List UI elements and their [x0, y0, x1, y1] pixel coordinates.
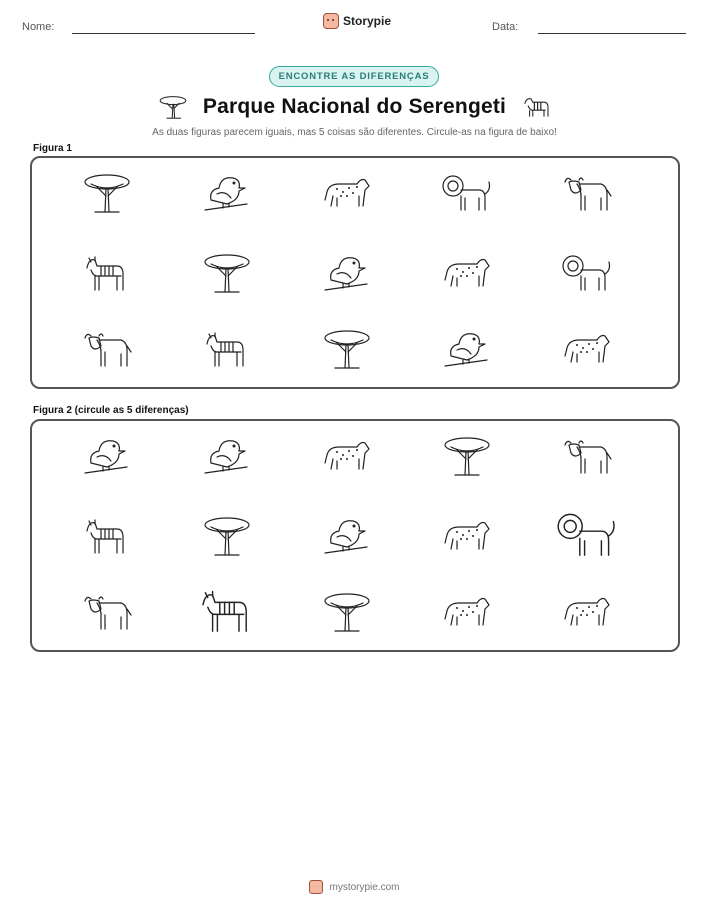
wildebeest-icon — [557, 166, 617, 222]
hyena-icon[interactable] — [317, 429, 377, 485]
lion-icon — [557, 246, 617, 302]
figure2-label: Figura 2 (circule as 5 diferenças) — [33, 405, 189, 416]
title-row — [0, 92, 709, 122]
zebra-icon — [520, 92, 552, 122]
acacia-tree-icon — [157, 92, 189, 122]
figure1-grid — [32, 158, 678, 387]
figure1-label: Figura 1 — [33, 143, 72, 154]
hyena-icon[interactable] — [437, 585, 497, 641]
hyena-icon[interactable] — [437, 509, 497, 565]
wildebeest-icon — [77, 322, 137, 378]
figure1-panel — [30, 156, 680, 389]
name-label: Nome: — [22, 21, 55, 33]
figure2-grid[interactable] — [32, 421, 678, 650]
bird-icon[interactable] — [77, 429, 137, 485]
lion-icon — [437, 166, 497, 222]
brand-name: Storypie — [343, 14, 392, 28]
bird-icon[interactable] — [197, 429, 257, 485]
hyena-icon — [317, 166, 377, 222]
wildebeest-icon[interactable] — [557, 429, 617, 485]
name-line[interactable] — [72, 33, 255, 34]
footer — [0, 880, 709, 894]
tree-icon[interactable] — [197, 509, 257, 565]
storypie-mascot-icon — [309, 880, 323, 894]
activity-badge: ENCONTRE AS DIFERENÇAS — [269, 66, 439, 87]
page-title: Parque Nacional do Serengeti — [202, 95, 507, 118]
tree-icon[interactable] — [317, 585, 377, 641]
tree-icon — [197, 246, 257, 302]
hyena-icon — [557, 322, 617, 378]
storypie-mascot-icon — [323, 13, 339, 29]
date-label: Data: — [492, 21, 519, 33]
worksheet-header — [0, 0, 709, 50]
instructions: As duas figuras parecem iguais, mas 5 coisas são diferentes. Circule-as na figura de baixo! — [152, 127, 557, 138]
bird-icon — [437, 322, 497, 378]
wildebeest-icon[interactable] — [77, 585, 137, 641]
tree-icon — [317, 322, 377, 378]
bird-icon[interactable] — [317, 509, 377, 565]
footer-url[interactable]: mystorypie.com — [329, 881, 400, 893]
bird-icon — [197, 166, 257, 222]
zebra-icon[interactable] — [191, 577, 263, 647]
hyena-icon — [437, 246, 497, 302]
zebra-icon — [77, 246, 137, 302]
zebra-icon — [197, 322, 257, 378]
figure2-panel — [30, 419, 680, 652]
bird-icon — [317, 246, 377, 302]
zebra-icon[interactable] — [77, 509, 137, 565]
tree-icon[interactable] — [437, 429, 497, 485]
storypie-logo — [323, 13, 391, 29]
hyena-icon[interactable] — [557, 585, 617, 641]
lion-icon[interactable] — [551, 501, 623, 571]
tree-icon — [77, 166, 137, 222]
date-line[interactable] — [538, 33, 686, 34]
